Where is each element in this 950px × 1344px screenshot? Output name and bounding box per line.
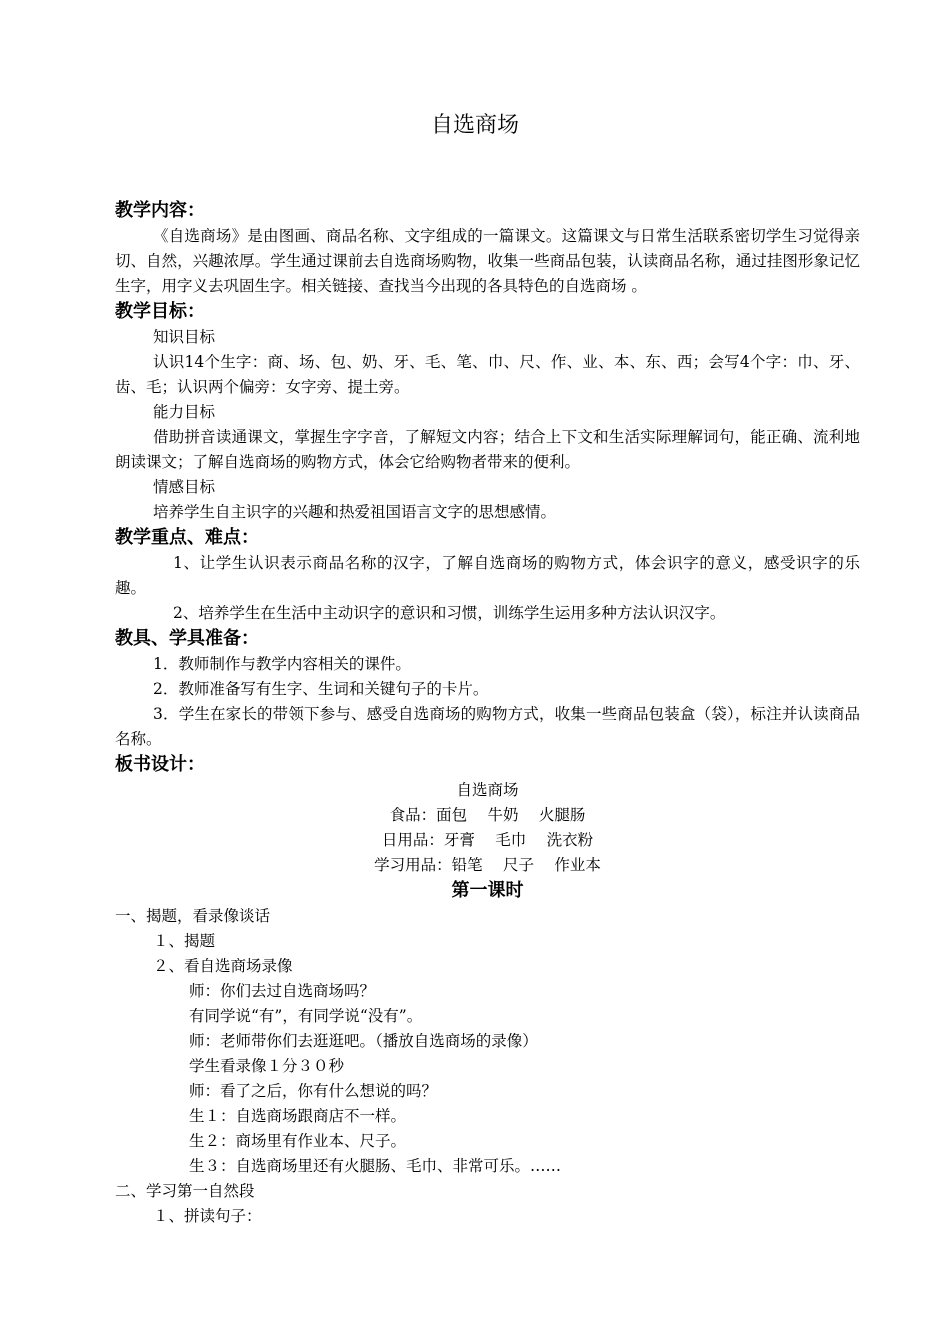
dialog-line: 师：看了之后，你有什么想说的吗？ [189,1082,438,1100]
section-heading-key-points: 教学重点、难点： [115,527,259,548]
document-title: 自选商场 [430,113,519,138]
key-point-2: 2、培养学生在生活中主动识字的意识和习惯，训练学生运用多种方法认识汉字。 [173,604,726,622]
lesson-part-1: 一、揭题，看录像谈话 [115,907,271,925]
knowledge-goal-text: 认识14个生字：商、场、包、奶、牙、毛、笔、巾、尺、作、业、本、东、西；会写4个字：巾、牙、齿、毛；认识两个偏旁：女字旁、提土旁。 [115,353,860,396]
ability-goal-text: 借助拼音读通课文，掌握生字字音，了解短文内容；结合上下文和生活实际理解词句，能正确、流利地朗读课文；了解自选商场的购物方式，体会它给购物者带来的便利。 [115,428,860,471]
lesson-heading: 第一课时 [451,880,524,901]
section-heading-board: 板书设计： [115,754,205,775]
lesson-step-1: １、揭题 [153,932,216,950]
dialog-line: 师：老师带你们去逛逛吧。（播放自选商场的录像） [189,1032,538,1050]
document-body [115,198,860,1229]
dialog-line: 师：你们去过自选商场吗？ [189,982,376,1000]
board-line-daily: 日用品：牙膏 毛巾 洗衣粉 [381,831,594,849]
emotion-goal-label: 情感目标 [153,478,216,496]
board-line-study: 学习用品：铅笔 尺子 作业本 [374,856,601,874]
section-heading-tools: 教具、学具准备： [115,628,259,649]
knowledge-goal-label: 知识目标 [153,328,216,346]
board-line-food: 食品：面包 牛奶 火腿肠 [389,806,586,824]
dialog-line: 生２：商场里有作业本、尺子。 [189,1132,407,1150]
tools-item-3: 3．学生在家长的带领下参与、感受自选商场的购物方式，收集一些商品包装盒（袋），标注并认读商品名称。 [115,705,860,748]
dialog-line: 生３：自选商场里还有火腿肠、毛巾、非常可乐。…… [189,1157,562,1175]
emotion-goal-text: 培养学生自主识字的兴趣和热爱祖国语言文字的思想感情。 [153,503,557,521]
lesson-part-2: 二、学习第一自然段 [115,1182,255,1200]
dialog-line: 生１：自选商场跟商店不一样。 [189,1107,407,1125]
board-title: 自选商场 [456,781,519,799]
lesson-step-2: ２、看自选商场录像 [153,957,293,975]
dialog-line: 学生看录像１分３０秒 [189,1057,345,1075]
lesson-part-2-step-1: １、拼读句子： [153,1207,262,1225]
section-heading-content: 教学内容： [115,200,205,221]
tools-item-2: 2．教师准备写有生字、生词和关键句子的卡片。 [153,680,489,698]
tools-item-1: 1．教师制作与教学内容相关的课件。 [153,655,411,673]
section-heading-goals: 教学目标： [115,301,205,322]
dialog-line: 有同学说“有”，有同学说“没有”。 [189,1007,423,1025]
key-point-1: 1、让学生认识表示商品名称的汉字，了解自选商场的购物方式，体会识字的意义，感受识字的乐趣。 [115,554,860,597]
content-paragraph: 《自选商场》是由图画、商品名称、文字组成的一篇课文。这篇课文与日常生活联系密切学生习觉得亲切、自然，兴趣浓厚。学生通过课前去自选商场购物，收集一些商品包装，认读商品名称，通过挂图形象记忆生字，用字义去巩固生字。相关链接、查找当今出现的各具特色的自选商场 。 [115,227,860,295]
ability-goal-label: 能力目标 [153,403,216,421]
